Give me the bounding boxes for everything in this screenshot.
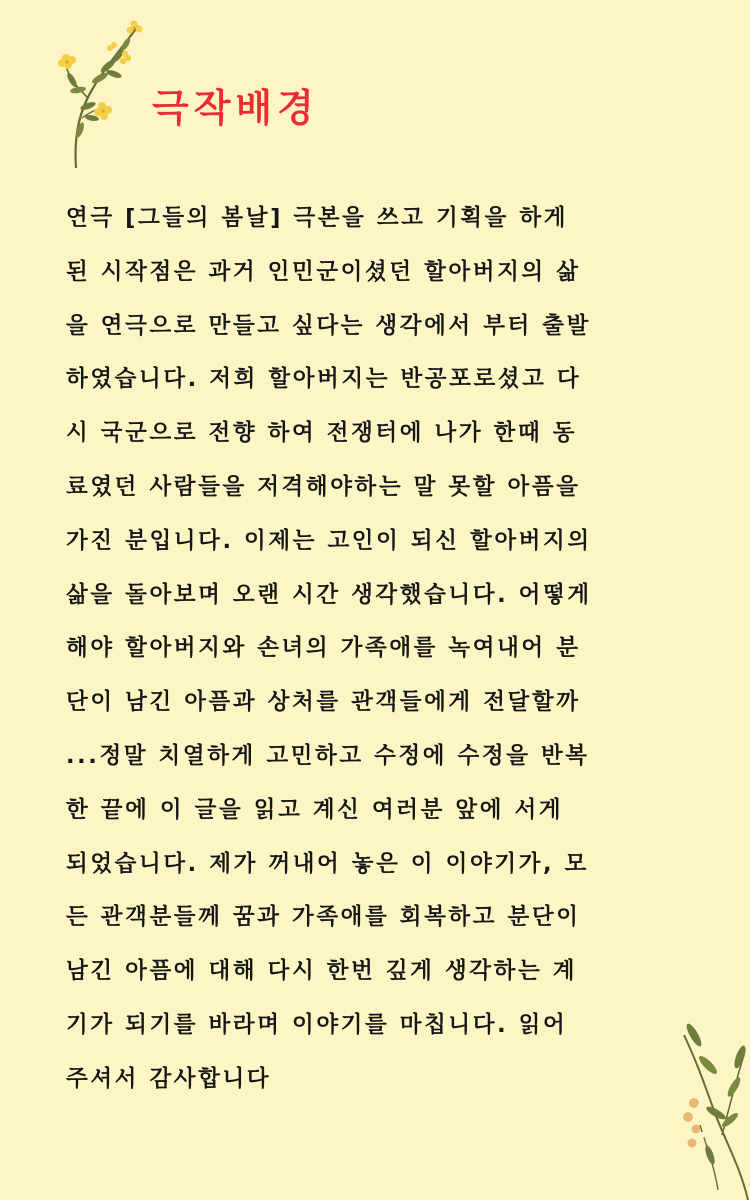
text-line: 든 관객분들께 꿈과 가족애를 회복하고 분단이 — [66, 904, 581, 931]
text-line: 하였습니다. 저희 할아버지는 반공포로셨고 다 — [66, 366, 582, 393]
text-line: ...정말 치열하게 고민하고 수정에 수정을 반복 — [66, 742, 590, 769]
text-line: 연극 [그들의 봄날] 극본을 쓰고 기획을 하게 — [66, 205, 569, 231]
text-line: 된 시작점은 과거 인민군이셨던 할아버지의 삶 — [66, 258, 581, 285]
text-line: 주셔서 감사합니다 — [66, 1065, 272, 1092]
text-line: 되었습니다. 제가 꺼내어 놓은 이 이야기가, 모 — [66, 850, 589, 877]
text-line: 한 끝에 이 글을 읽고 계신 여러분 앞에 서게 — [66, 796, 564, 823]
text-line: 료였던 사람들을 저격해야하는 말 못할 아픔을 — [66, 473, 581, 500]
text-line: 시 국군으로 전향 하여 전쟁터에 나가 한때 동 — [66, 420, 578, 447]
text-line: 남긴 아픔에 대해 다시 한번 깊게 생각하는 계 — [66, 958, 578, 985]
flower-sprig-icon — [48, 18, 148, 173]
text-line: 기가 되기를 바라며 이야기를 마칩니다. 읽어 — [66, 1011, 568, 1038]
text-line: 가진 분입니다. 이제는 고인이 되신 할아버지의 — [66, 527, 592, 554]
page-title: 극작배경 — [152, 86, 319, 130]
text-line: 삶을 돌아보며 오랜 시간 생각했습니다. 어떻게 — [66, 581, 592, 608]
text-line: 해야 할아버지와 손녀의 가족애를 녹여내어 분 — [66, 635, 581, 662]
text-line: 단이 남긴 아픔과 상처를 관객들에게 전달할까 — [66, 689, 581, 716]
text-line: 을 연극으로 만들고 싶다는 생각에서 부터 출발 — [66, 312, 591, 339]
body-text — [66, 192, 706, 1107]
leaf-sprig-icon — [670, 995, 750, 1200]
